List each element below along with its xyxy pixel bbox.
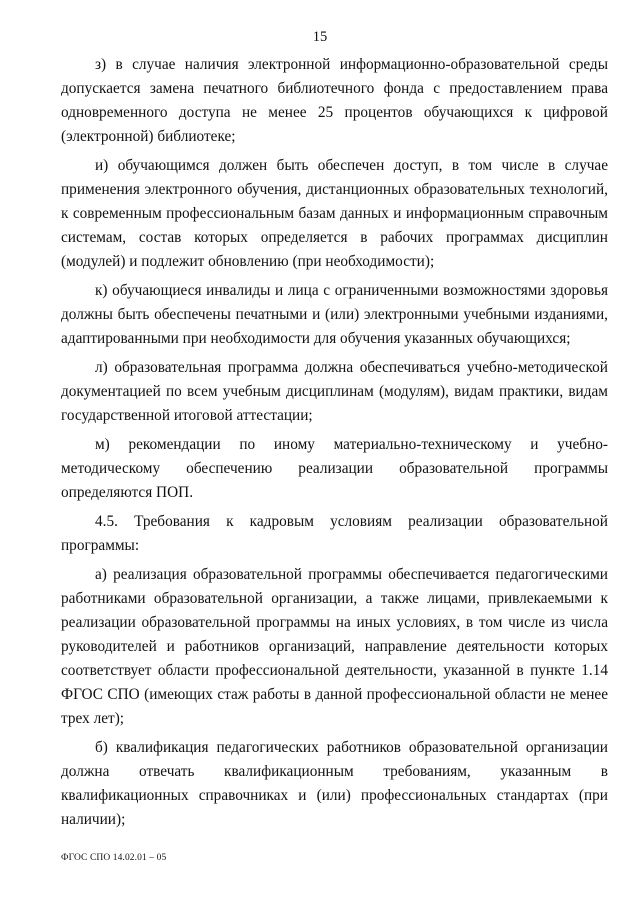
paragraph-m: м) рекомендации по иному материально-техническому и учебно-методическому обеспечению реализации образовательной программы определяются ПОП. (61, 436, 608, 501)
section-heading-4-5: 4.5. Требования к кадровым условиям реализации образовательной программы: (61, 513, 608, 554)
paragraph-a: а) реализация образовательной программы обеспечивается педагогическими работниками образовательной организации, а также лицами, привлекаемыми к реализации образовательной программы на иных условиях, в том числе из числа руководителей и работников организаций, направление деятельности которых соответствует области профессиональной деятельности, указанной в пункте 1.14 ФГОС СПО (имеющих стаж работы в данной профессиональной области не менее трех лет); (61, 566, 608, 727)
paragraph-i: и) обучающимся должен быть обеспечен доступ, в том числе в случае применения электронного обучения, дистанционных образовательных технологий, к современным профессиональным базам данных и информационным справочным системам, состав которых определяется в рабочих программах дисциплин (модулей) и подлежит обновлению (при необходимости); (61, 157, 608, 270)
paragraph-b: б) квалификация педагогических работников образовательной организации должна отвечать квалификационным требованиям, указанным в квалификационных справочниках и (или) профессиональных стандартах (при наличии); (61, 739, 608, 828)
paragraph-l: л) образовательная программа должна обеспечиваться учебно-методической документацией по всем учебным дисциплинам (модулям), видам практики, видам государственной итоговой аттестации; (61, 359, 608, 424)
paragraph-k: к) обучающиеся инвалиды и лица с ограниченными возможностями здоровья должны быть обеспечены печатными и (или) электронными учебными изданиями, адаптированными при необходимости для обучения указанных обучающихся; (61, 282, 608, 347)
document-body (61, 53, 608, 837)
paragraph-z: з) в случае наличия электронной информационно-образовательной среды допускается замена печатного библиотечного фонда с предоставлением права одновременного доступа не менее 25 процентов обучающихся к цифровой (электронной) библиотеке; (61, 56, 608, 145)
footer-document-code: ФГОС СПО 14.02.01 – 05 (61, 853, 167, 863)
page-number: 15 (312, 29, 328, 45)
